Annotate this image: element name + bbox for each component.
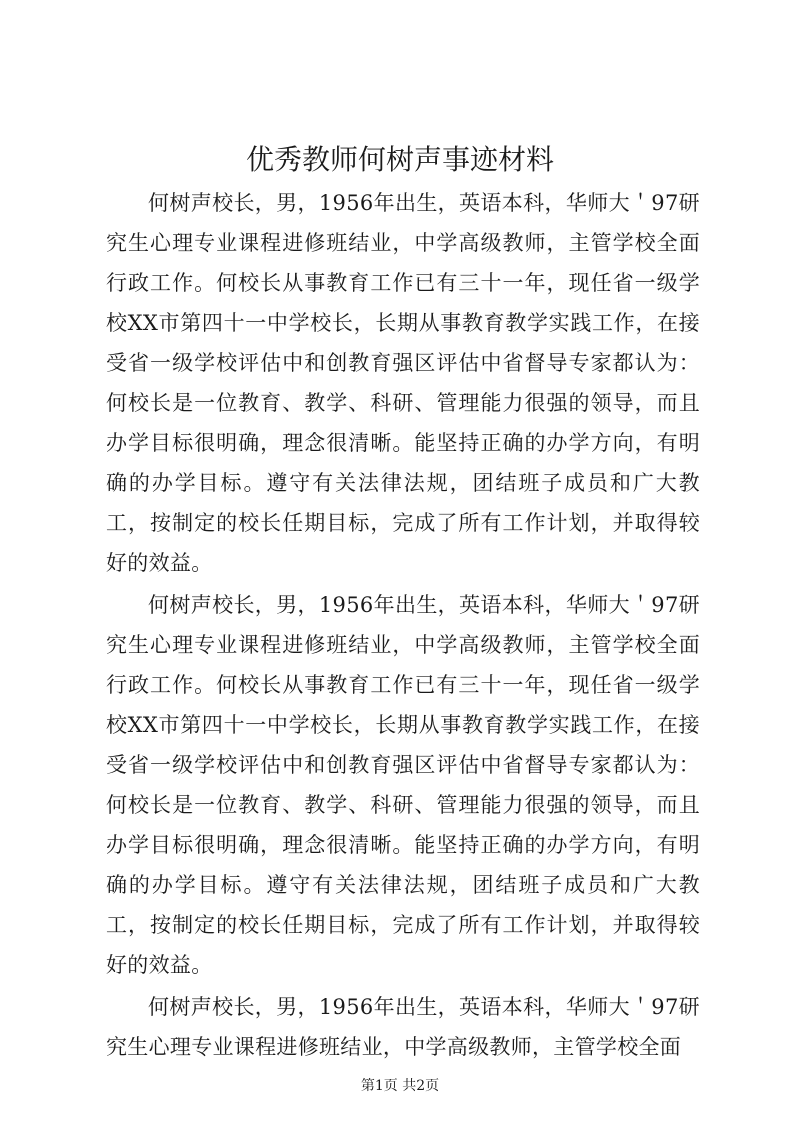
paragraph-1: 何树声校长，男，1956年出生，英语本科，华师大＇97研究生心理专业课程进修班结业，中学高级教师，主管学校全面行政工作。何校长从事教育工作已有三十一年，现任省一级学校XX市第四十一中学校长，长期从事教育教学实践工作，在接受省一级学校评估中和创教育强区评估中省督导专家都认为：何校长是一位教育、教学、科研、管理能力很强的领导，而且办学目标很明确，理念很清晰。能坚持正确的办学方向，有明确的办学目标。遵守有关法律法规，团结班子成员和广大教工，按制定的校长任期目标，完成了所有工作计划，并取得较好的效益。 bbox=[106, 191, 700, 575]
paragraph-2: 何树声校长，男，1956年出生，英语本科，华师大＇97研究生心理专业课程进修班结业，中学高级教师，主管学校全面行政工作。何校长从事教育工作已有三十一年，现任省一级学校XX市第四十一中学校长，长期从事教育教学实践工作，在接受省一级学校评估中和创教育强区评估中省督导专家都认为：何校长是一位教育、教学、科研、管理能力很强的领导，而且办学目标很明确，理念很清晰。能坚持正确的办学方向，有明确的办学目标。遵守有关法律法规，团结班子成员和广大教工，按制定的校长任期目标，完成了所有工作计划，并取得较好的效益。 bbox=[106, 593, 700, 977]
document-body bbox=[106, 183, 700, 1067]
document-title: 优秀教师何树声事迹材料 bbox=[245, 143, 554, 176]
page-footer: 第1页 共2页 bbox=[360, 1078, 440, 1094]
paragraph-3: 何树声校长，男，1956年出生，英语本科，华师大＇97研究生心理专业课程进修班结业，中学高级教师，主管学校全面 bbox=[106, 995, 700, 1059]
